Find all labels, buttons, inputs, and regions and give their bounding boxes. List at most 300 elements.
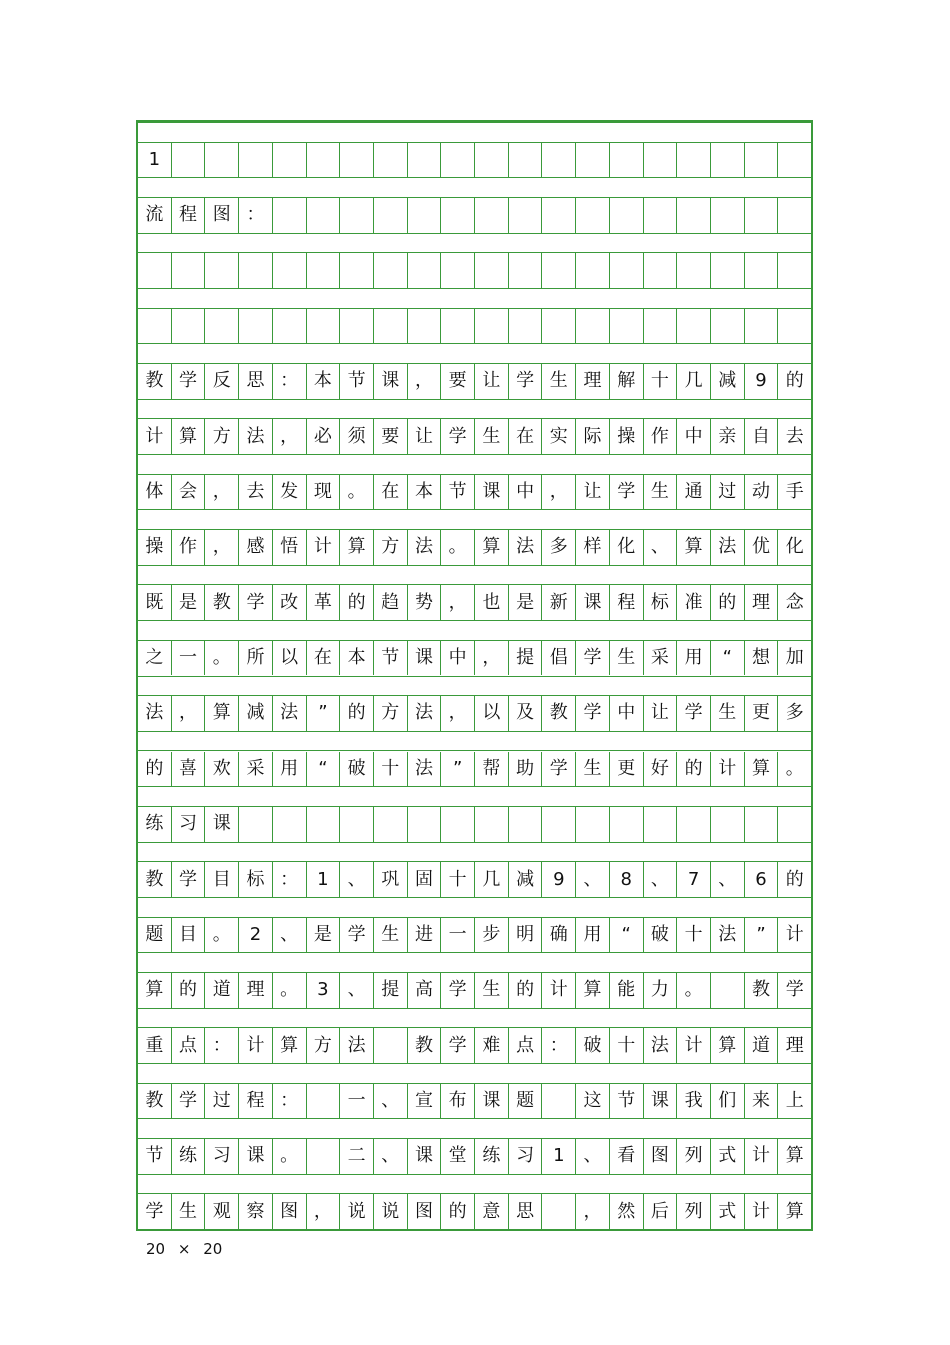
grid-cell xyxy=(475,696,509,731)
grid-cell xyxy=(542,641,576,676)
grid-cell xyxy=(374,918,408,953)
cell-character: 计 xyxy=(246,1034,265,1056)
grid-cell xyxy=(610,419,644,454)
grid-cell xyxy=(374,364,408,399)
cell-character: 一 xyxy=(448,923,467,945)
grid-cell xyxy=(677,1028,711,1063)
grid-cell xyxy=(711,198,745,233)
grid-cell xyxy=(441,364,475,399)
grid-cell xyxy=(138,1084,172,1119)
grid-cell xyxy=(340,752,374,787)
cell-character: 。 xyxy=(280,979,299,1001)
cell-character: 过 xyxy=(212,1089,231,1111)
grid-cell xyxy=(205,1084,239,1119)
grid-cell xyxy=(711,364,745,399)
cell-character: 、 xyxy=(347,979,366,1001)
grid-cell xyxy=(239,530,273,565)
cell-character: 1 xyxy=(553,1145,565,1167)
cell-character: 加 xyxy=(785,647,804,669)
cell-character: 的 xyxy=(785,370,804,392)
grid-row xyxy=(138,364,811,399)
cell-character: 学 xyxy=(145,1200,164,1222)
cell-character: 在 xyxy=(516,425,535,447)
grid-cell xyxy=(273,862,307,897)
grid-cell xyxy=(205,198,239,233)
grid-cell xyxy=(441,585,475,620)
cell-character: 改 xyxy=(280,591,299,613)
cell-character: ” xyxy=(756,923,766,945)
grid-cell xyxy=(475,1028,509,1063)
grid-cell xyxy=(475,1194,509,1229)
cell-character: 思 xyxy=(516,1200,535,1222)
cell-character: 堂 xyxy=(448,1145,467,1167)
grid-cell xyxy=(307,862,341,897)
cell-character: 帮 xyxy=(482,757,501,779)
cell-character: 本 xyxy=(347,647,366,669)
row-separator xyxy=(138,1063,811,1084)
grid-cell xyxy=(138,253,172,288)
grid-cell xyxy=(677,475,711,510)
grid-cell xyxy=(576,419,610,454)
cell-character: 思 xyxy=(246,370,265,392)
grid-cell xyxy=(273,641,307,676)
row-separator xyxy=(138,952,811,973)
grid-cell xyxy=(542,1028,576,1063)
grid-cell xyxy=(745,143,779,178)
grid-cell xyxy=(408,253,442,288)
grid-cell xyxy=(610,309,644,344)
grid-cell xyxy=(576,585,610,620)
grid-row xyxy=(138,752,811,787)
cell-character: 。 xyxy=(347,481,366,503)
cell-character: 学 xyxy=(246,591,265,613)
cell-character: 教 xyxy=(145,1089,164,1111)
grid-cell xyxy=(778,309,811,344)
cell-character: 生 xyxy=(482,425,501,447)
grid-cell xyxy=(745,752,779,787)
cell-character: 图 xyxy=(280,1200,299,1222)
grid-cell xyxy=(711,475,745,510)
grid-cell xyxy=(711,143,745,178)
grid-cell xyxy=(205,807,239,842)
grid-cell xyxy=(374,530,408,565)
cell-character: 想 xyxy=(752,647,770,669)
grid-cell xyxy=(408,696,442,731)
grid-cell xyxy=(408,1028,442,1063)
grid-cell xyxy=(441,752,475,787)
grid-cell xyxy=(711,752,745,787)
cell-character: 。 xyxy=(280,1145,299,1167)
grid-cell xyxy=(205,143,239,178)
grid-cell xyxy=(610,364,644,399)
cell-character: ： xyxy=(549,1034,568,1056)
grid-cell xyxy=(542,143,576,178)
cell-character: 通 xyxy=(684,481,703,503)
grid-cell xyxy=(610,807,644,842)
grid-cell xyxy=(340,862,374,897)
cell-character: 题 xyxy=(145,923,164,945)
cell-character: 法 xyxy=(718,923,737,945)
grid-cell xyxy=(374,419,408,454)
grid-cell xyxy=(475,419,509,454)
grid-cell xyxy=(745,862,779,897)
grid-cell xyxy=(778,253,811,288)
cell-character: 感 xyxy=(246,536,265,558)
cell-character: 让 xyxy=(482,370,501,392)
grid-cell xyxy=(542,696,576,731)
grid-cell xyxy=(441,807,475,842)
cell-character: 念 xyxy=(785,591,804,613)
grid-cell xyxy=(644,198,678,233)
cell-character: 题 xyxy=(516,1089,535,1111)
cell-character: 习 xyxy=(179,813,198,835)
cell-character: 作 xyxy=(650,425,669,447)
grid-cell xyxy=(239,973,273,1008)
grid-cell xyxy=(542,1194,576,1229)
cell-character: 革 xyxy=(313,591,332,613)
cell-character: 课 xyxy=(246,1145,265,1167)
grid-cell xyxy=(542,419,576,454)
grid-cell xyxy=(576,143,610,178)
cell-character: 课 xyxy=(381,370,400,392)
cell-character: 9 xyxy=(553,868,565,890)
cell-character: 算 xyxy=(280,1034,299,1056)
cell-character: 学 xyxy=(448,1034,467,1056)
cell-character: 用 xyxy=(280,757,299,779)
grid-cell xyxy=(778,1084,811,1119)
cell-character: 解 xyxy=(617,370,636,392)
grid-cell xyxy=(644,143,678,178)
cell-character: 多 xyxy=(549,536,568,558)
cell-character: 程 xyxy=(617,591,636,613)
grid-cell xyxy=(441,309,475,344)
grid-cell xyxy=(307,198,341,233)
grid-cell xyxy=(340,1194,374,1229)
grid-cell xyxy=(408,1084,442,1119)
cell-character: 算 xyxy=(718,1034,737,1056)
grid-cell xyxy=(677,198,711,233)
cell-character: 提 xyxy=(516,647,535,669)
cell-character: 计 xyxy=(145,425,164,447)
grid-cell xyxy=(408,585,442,620)
grid-cell xyxy=(475,918,509,953)
grid-cell xyxy=(273,530,307,565)
grid-cell xyxy=(138,364,172,399)
grid-cell xyxy=(374,585,408,620)
cell-character: 、 xyxy=(583,868,602,890)
grid-cell xyxy=(644,364,678,399)
row-separator xyxy=(138,620,811,641)
grid-row xyxy=(138,1194,811,1229)
grid-cell xyxy=(778,419,811,454)
grid-cell xyxy=(542,364,576,399)
grid-cell xyxy=(205,973,239,1008)
cell-character: 动 xyxy=(752,481,770,503)
grid-cell xyxy=(307,585,341,620)
grid-cell xyxy=(408,918,442,953)
grid-cell xyxy=(273,1028,307,1063)
grid-cell xyxy=(239,198,273,233)
grid-cell xyxy=(239,918,273,953)
grid-cell xyxy=(475,585,509,620)
grid-cell xyxy=(307,309,341,344)
cell-character: ： xyxy=(212,1034,231,1056)
cell-character: 目 xyxy=(179,923,198,945)
cell-character: 的 xyxy=(145,757,164,779)
cell-character: 中 xyxy=(448,647,467,669)
grid-cell xyxy=(239,1028,273,1063)
grid-cell xyxy=(542,475,576,510)
grid-cell xyxy=(745,1084,779,1119)
grid-cell xyxy=(475,530,509,565)
grid-cell xyxy=(644,419,678,454)
grid-cell xyxy=(711,253,745,288)
grid-cell xyxy=(610,530,644,565)
grid-row xyxy=(138,1139,811,1174)
grid-cell xyxy=(778,198,811,233)
grid-cell xyxy=(745,1139,779,1174)
grid-cell xyxy=(441,419,475,454)
cell-character: 算 xyxy=(752,757,770,779)
grid-cell xyxy=(509,530,543,565)
cell-character: 发 xyxy=(280,481,299,503)
cell-character: 作 xyxy=(179,536,198,558)
cell-character: 反 xyxy=(212,370,231,392)
grid-cell xyxy=(509,807,543,842)
grid-cell xyxy=(307,475,341,510)
grid-cell xyxy=(711,973,745,1008)
grid-cell xyxy=(374,309,408,344)
cell-character: 然 xyxy=(617,1200,636,1222)
grid-row xyxy=(138,585,811,620)
cell-character: 算 xyxy=(212,702,231,724)
cell-character: 减 xyxy=(516,868,535,890)
cell-character: 自 xyxy=(752,425,770,447)
cell-character: 方 xyxy=(212,425,231,447)
cell-character: 法 xyxy=(246,425,265,447)
grid-cell xyxy=(677,309,711,344)
cell-character: 生 xyxy=(381,923,400,945)
grid-cell xyxy=(610,918,644,953)
grid-cell xyxy=(778,862,811,897)
cell-character: 生 xyxy=(718,702,737,724)
grid-cell xyxy=(745,1194,779,1229)
grid-cell xyxy=(711,696,745,731)
cell-character: ， xyxy=(448,702,467,724)
grid-cell xyxy=(408,475,442,510)
cell-character: 一 xyxy=(179,647,198,669)
grid-cell xyxy=(542,198,576,233)
grid-cell xyxy=(778,973,811,1008)
cell-character: 教 xyxy=(752,979,770,1001)
grid-cell xyxy=(307,143,341,178)
grid-cell xyxy=(745,807,779,842)
row-separator xyxy=(138,1174,811,1195)
row-separator xyxy=(138,233,811,254)
cell-character: ” xyxy=(453,757,463,779)
cell-character: 教 xyxy=(414,1034,433,1056)
grid-cell xyxy=(172,364,206,399)
cell-character: ， xyxy=(212,481,231,503)
grid-cell xyxy=(778,1028,811,1063)
grid-cell xyxy=(745,198,779,233)
cell-character: 喜 xyxy=(179,757,198,779)
cell-character: 学 xyxy=(448,979,467,1001)
cell-character: ， xyxy=(583,1200,602,1222)
grid-cell xyxy=(307,419,341,454)
cell-character: 、 xyxy=(650,536,669,558)
grid-cell xyxy=(677,918,711,953)
cell-character: 十 xyxy=(684,923,703,945)
grid-cell xyxy=(307,1084,341,1119)
grid-cell xyxy=(711,918,745,953)
cell-character: 教 xyxy=(549,702,568,724)
grid-cell xyxy=(677,585,711,620)
grid-cell xyxy=(307,973,341,1008)
grid-cell xyxy=(340,641,374,676)
grid-cell xyxy=(239,641,273,676)
cell-character: 们 xyxy=(718,1089,737,1111)
cell-character: 法 xyxy=(516,536,535,558)
cell-character: 让 xyxy=(414,425,433,447)
grid-columns-count: 20 xyxy=(146,1240,166,1258)
cell-character: 9 xyxy=(755,370,767,392)
grid-cell xyxy=(576,364,610,399)
cell-character: 也 xyxy=(482,591,501,613)
cell-character: ： xyxy=(280,370,299,392)
grid-cell xyxy=(374,696,408,731)
grid-cell xyxy=(239,752,273,787)
grid-row xyxy=(138,807,811,842)
grid-cell xyxy=(138,862,172,897)
cell-character: 计 xyxy=(549,979,568,1001)
grid-cell xyxy=(273,1194,307,1229)
cell-character: 生 xyxy=(617,647,636,669)
grid-cell xyxy=(542,862,576,897)
cell-character: 会 xyxy=(179,481,198,503)
cell-character: 程 xyxy=(246,1089,265,1111)
cell-character: 亲 xyxy=(718,425,737,447)
grid-cell xyxy=(307,253,341,288)
grid-cell xyxy=(509,198,543,233)
cell-character: 。 xyxy=(212,923,231,945)
cell-character: 算 xyxy=(179,425,198,447)
grid-cell xyxy=(205,696,239,731)
grid-cell xyxy=(475,1139,509,1174)
cell-character: 学 xyxy=(617,481,636,503)
grid-cell xyxy=(711,641,745,676)
row-separator xyxy=(138,565,811,586)
cell-character: 的 xyxy=(179,979,198,1001)
grid-cell xyxy=(677,530,711,565)
cell-character: 式 xyxy=(718,1200,737,1222)
grid-cell xyxy=(239,1194,273,1229)
grid-cell xyxy=(172,530,206,565)
grid-cell xyxy=(408,973,442,1008)
grid-cell xyxy=(374,1194,408,1229)
grid-cell xyxy=(610,1139,644,1174)
cell-character: 课 xyxy=(414,647,433,669)
grid-cell xyxy=(542,585,576,620)
cell-character: 节 xyxy=(145,1145,164,1167)
cell-character: 图 xyxy=(414,1200,433,1222)
grid-cell xyxy=(441,973,475,1008)
grid-cell xyxy=(677,419,711,454)
grid-cell xyxy=(138,1139,172,1174)
grid-cell xyxy=(408,807,442,842)
grid-cell xyxy=(340,1084,374,1119)
cell-character: 的 xyxy=(684,757,703,779)
cell-character: 算 xyxy=(785,1145,804,1167)
cell-character: 2 xyxy=(249,923,262,945)
cell-character: 步 xyxy=(482,923,501,945)
cell-character: 更 xyxy=(752,702,770,724)
grid-cell xyxy=(745,973,779,1008)
cell-character: 法 xyxy=(280,702,299,724)
cell-character: 力 xyxy=(650,979,669,1001)
cell-character: 高 xyxy=(414,979,433,1001)
grid-cell xyxy=(576,1194,610,1229)
grid-row xyxy=(138,475,811,510)
grid-cell xyxy=(408,364,442,399)
grid-cell xyxy=(172,309,206,344)
grid-cell xyxy=(441,1084,475,1119)
grid-cell xyxy=(509,696,543,731)
grid-cell xyxy=(778,752,811,787)
grid-cell xyxy=(307,752,341,787)
grid-cell xyxy=(475,364,509,399)
grid-cell xyxy=(307,1028,341,1063)
grid-cell xyxy=(205,585,239,620)
grid-cell xyxy=(138,198,172,233)
grid-cell xyxy=(509,419,543,454)
cell-character: 课 xyxy=(650,1089,669,1111)
cell-character: 标 xyxy=(246,868,265,890)
grid-cell xyxy=(239,1084,273,1119)
cell-character: 流 xyxy=(145,204,164,226)
cell-character: 多 xyxy=(785,702,804,724)
grid-cell xyxy=(307,1139,341,1174)
cell-character: 要 xyxy=(381,425,400,447)
grid-cell xyxy=(138,918,172,953)
grid-cell xyxy=(205,253,239,288)
grid-cell xyxy=(509,1194,543,1229)
grid-cell xyxy=(542,1139,576,1174)
grid-cell xyxy=(172,752,206,787)
cell-character: 算 xyxy=(145,979,164,1001)
grid-cell xyxy=(138,696,172,731)
cell-character: 说 xyxy=(381,1200,400,1222)
cell-character: 能 xyxy=(617,979,636,1001)
cell-character: 手 xyxy=(785,481,804,503)
cell-character: ， xyxy=(549,481,568,503)
grid-cell xyxy=(205,862,239,897)
cell-character: 方 xyxy=(313,1034,332,1056)
cell-character: 化 xyxy=(617,536,636,558)
cell-character: 破 xyxy=(347,757,366,779)
grid-cell xyxy=(644,530,678,565)
cell-character: 以 xyxy=(482,702,501,724)
cell-character: 学 xyxy=(684,702,703,724)
grid-cell xyxy=(576,1084,610,1119)
grid-cell xyxy=(374,973,408,1008)
grid-cell xyxy=(374,143,408,178)
cell-character: 十 xyxy=(650,370,669,392)
grid-size-label xyxy=(146,1240,222,1258)
grid-cell xyxy=(239,585,273,620)
grid-cell xyxy=(408,309,442,344)
grid-cell xyxy=(677,1139,711,1174)
